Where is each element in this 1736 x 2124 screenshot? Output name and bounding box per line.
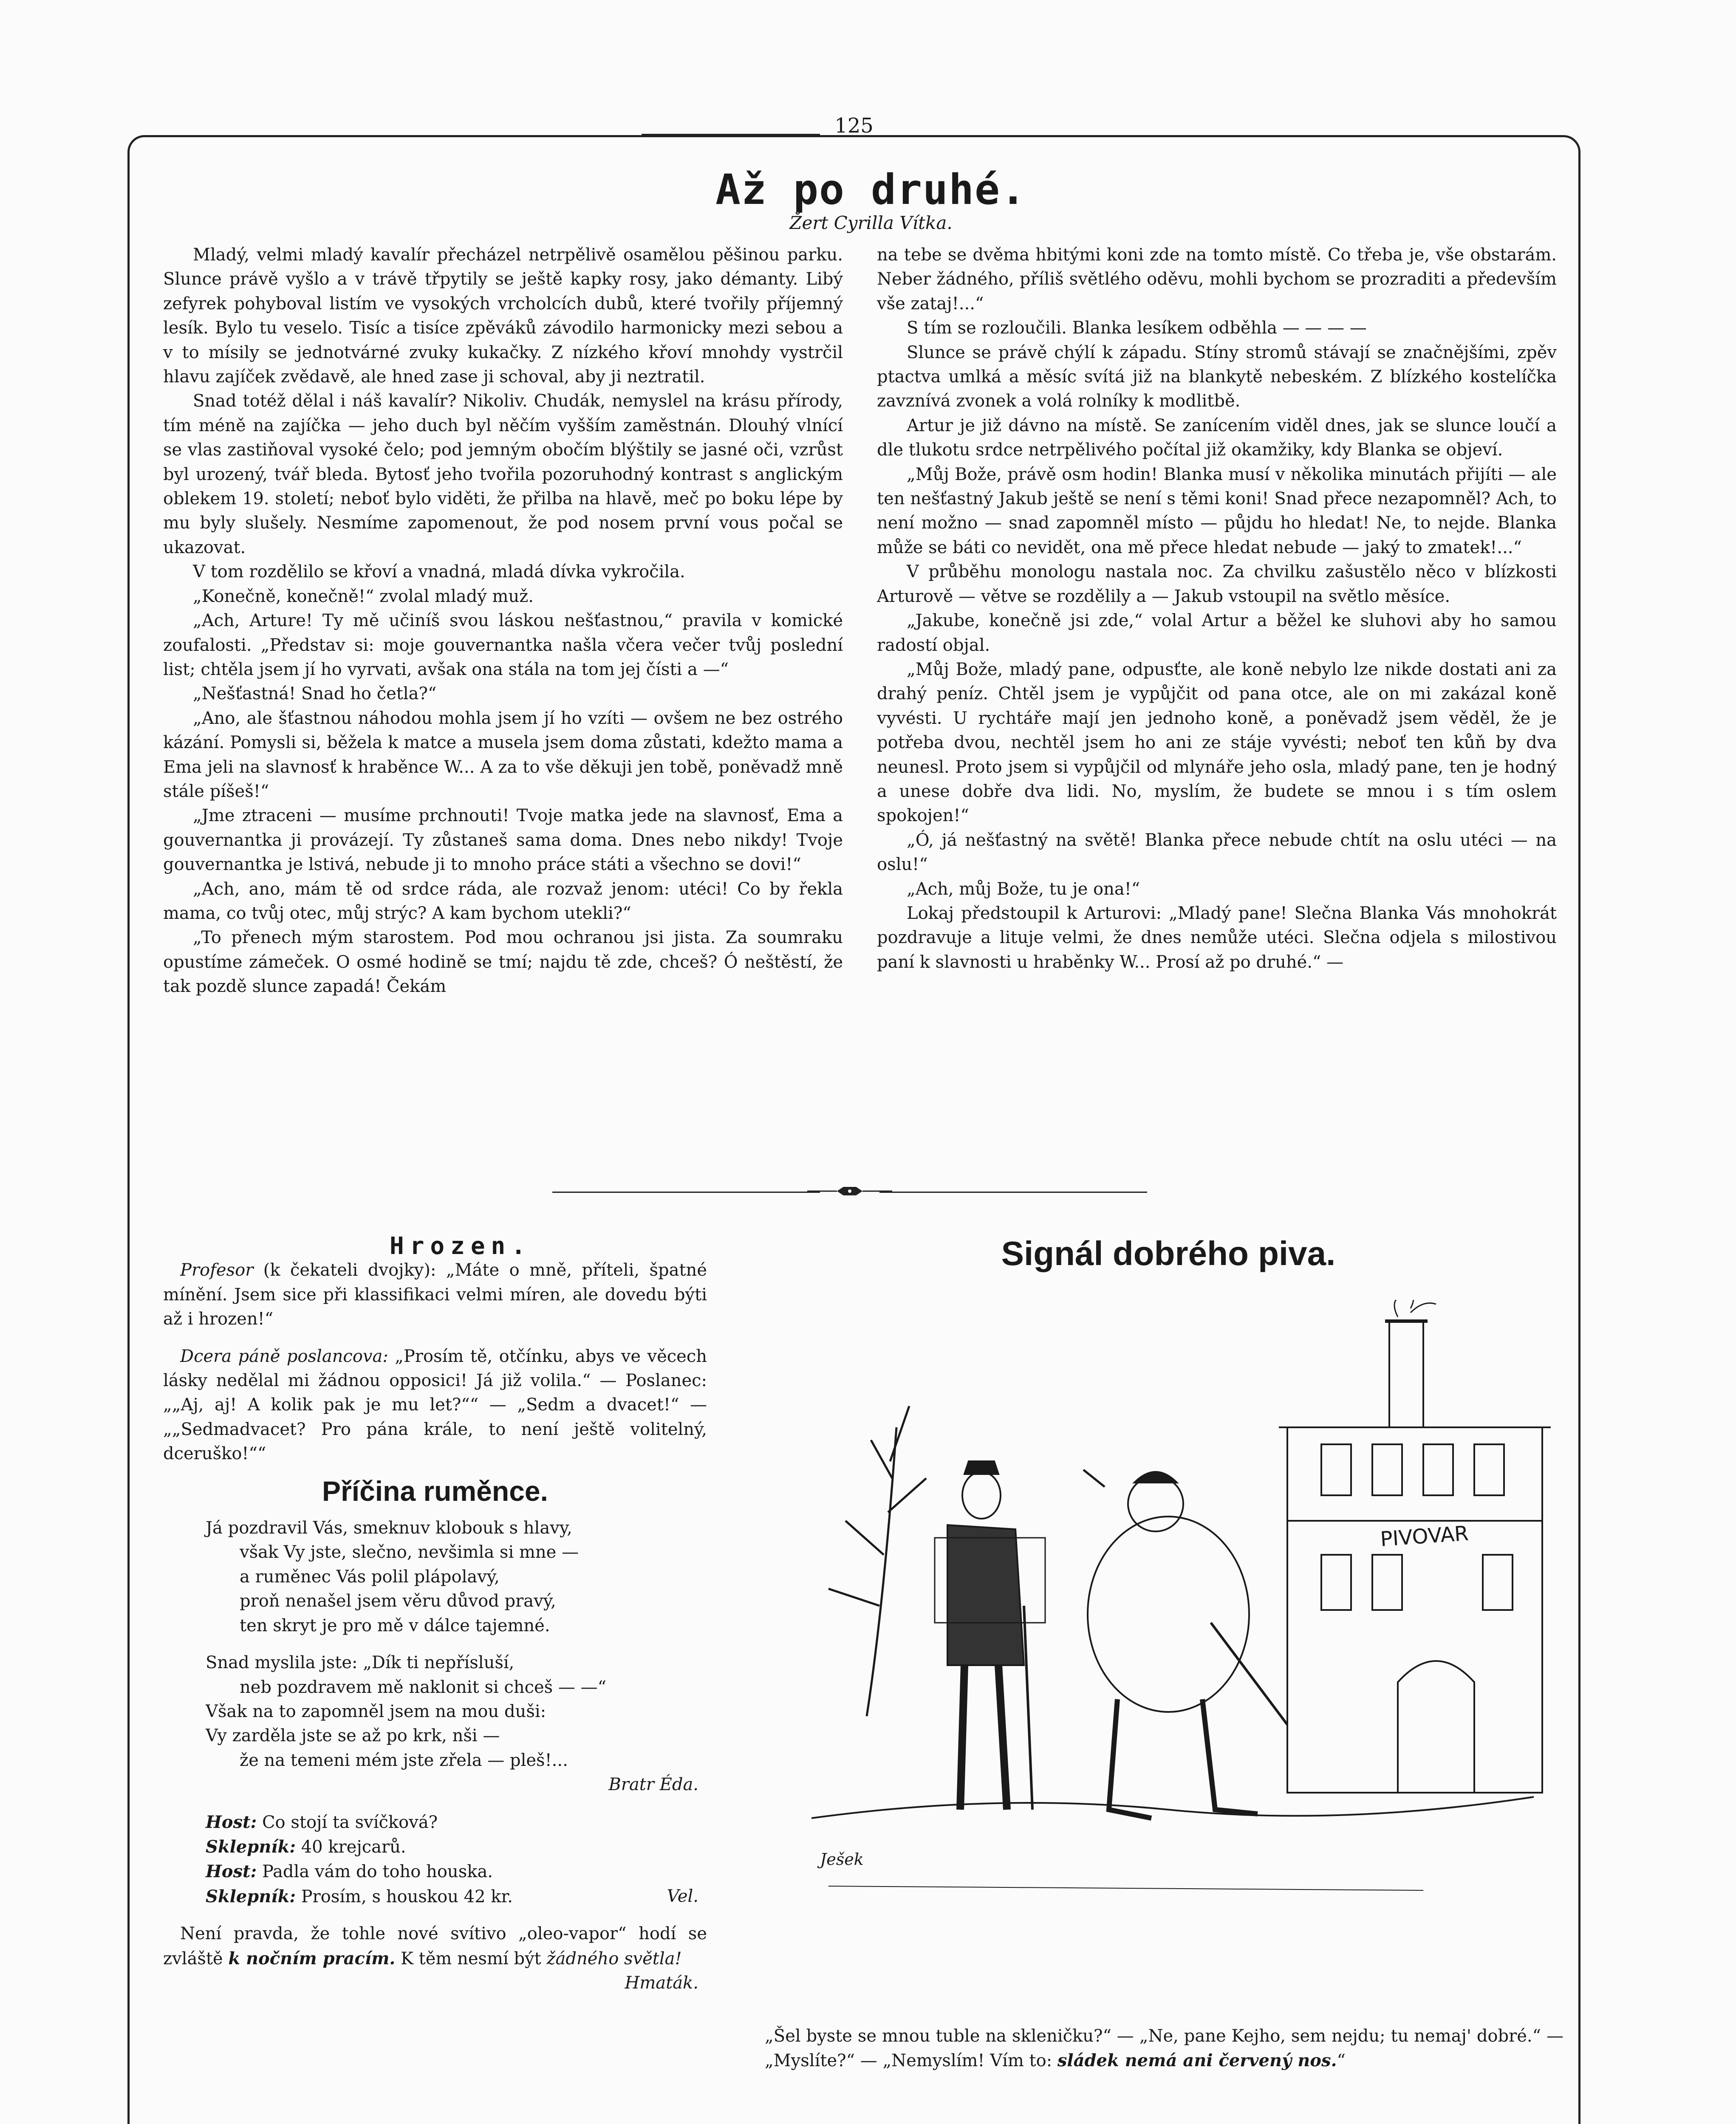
story-paragraph: V průběhu monologu nastala noc. Za chvilku zašustělo něco v blízkosti Arturově — větve se rozdělily a — Jakub vstoupil na světlo měsíce. xyxy=(877,562,1557,606)
signal-caption: „Šel byste se mnou tuble na skleničku?“ — „Ne, pane Kejho, sem nejdu; tu nemaj' dobré.“ — „Myslíte?“ — „Nemyslím! Vím to: sládek nemá ani červený nos.“ xyxy=(765,2026,1564,2071)
signal-title: Signál dobrého piva. xyxy=(1001,1234,1336,1272)
story-subtitle: Žert Cyrilla Vítka. xyxy=(789,212,953,233)
story-right-column xyxy=(877,243,1557,974)
oleo-author: Hmaták. xyxy=(625,1973,698,1993)
pricina-author: Bratr Éda. xyxy=(608,1775,698,1795)
story-paragraph: „Můj Bože, právě osm hodin! Blanka musí v několika minutách přijíti — ale ten nešťastný Jakub ještě se není s těmi koni! Snad přece nezapomněl? Ach, to není možno — snad zapomněl místo — půjdu ho hledat! Ne, to nejde. Blanka může se báti co nevidět, ona mě přece hledat nebude — jaký to zmatek!...“ xyxy=(877,464,1557,557)
brewery-illustration xyxy=(786,1300,1559,1997)
divider-line xyxy=(879,1192,1147,1193)
story-paragraph: „Jme ztraceni — musíme prchnouti! Tvoje matka jede na slavnosť, Ema a gouvernantka ji provázejí. Ty zůstaneš sama doma. Dnes nebo nikdy! Tvoje gouvernantka je lstivá, nebude ji to mnoho práce státi a všechno se dovi!“ xyxy=(163,806,843,875)
poem-line: ten skryt je pro mě v dálce tajemné. xyxy=(240,1616,550,1635)
dialog-line: Sklepník: Prosím, s houskou 42 kr. Vel. xyxy=(206,1884,707,1909)
story-paragraph: Lokaj předstoupil k Arturovi: „Mladý pane! Slečna Blanka Vás mnohokrát pozdravuje a lituje velmi, že dnes nemůže utéci. Slečna odjela s milostivou paní k slavnosti u hraběnky W... Prosí až po druhé.“ — xyxy=(877,903,1557,972)
story-paragraph: „Nešťastná! Snad ho četla?“ xyxy=(193,684,437,704)
story-paragraph: „Ach, můj Bože, tu je ona!“ xyxy=(907,879,1140,899)
divider-line xyxy=(552,1192,820,1193)
story-paragraph: „Jakube, konečně jsi zde,“ volal Artur a běžel ke sluhovi aby ho samou radostí objal. xyxy=(877,611,1557,655)
page-number: 125 xyxy=(834,114,874,138)
story-paragraph: na tebe se dvěma hbitými koni zde na tomto místě. Co třeba je, vše obstarám. Neber žádného, příliš světlého oděvu, mohli bychom se prozraditi a především vše zataj!...“ xyxy=(877,245,1557,314)
story-paragraph: V tom rozdělilo se křoví a vnadná, mladá dívka vykročila. xyxy=(193,562,685,582)
poem-line: Vy zarděla jste se až po krk, nši — xyxy=(206,1726,500,1746)
hrozen-paragraph-2 xyxy=(163,1344,707,1466)
poem-line: neb pozdravem mě naklonit si chceš — —“ xyxy=(240,1677,607,1697)
pivovar-sign: PIVOVAR xyxy=(1379,1521,1470,1551)
hrozen-speaker-1: Profesor xyxy=(180,1260,254,1280)
dialog-author: Vel. xyxy=(667,1886,698,1906)
poem-line: Já pozdravil Vás, smeknuv klobouk s hlavy, xyxy=(206,1518,572,1538)
artist-signature: Ješek xyxy=(820,1850,864,1869)
story-title: Až po druhé. xyxy=(715,166,1026,214)
story-left-column xyxy=(163,243,843,999)
dialog-line: Sklepník: 40 krejcarů. xyxy=(206,1836,406,1857)
hrozen-paragraph-1 xyxy=(163,1258,707,1331)
poem-line: a ruměnec Vás polil plápolavý, xyxy=(240,1567,500,1587)
hrozen-text-1: (k čekateli dvojky): „Máte o mně, příteli, špatné mínění. Jsem sice při klassifikaci velmi míren, ale dovedu býti až i hrozen!“ xyxy=(163,1260,707,1329)
poem-line: však Vy jste, slečno, nevšimla si mne — xyxy=(240,1542,579,1562)
hrozen-text-2: „Prosím tě, otčínku, abys ve věcech lásky nedělal mi žádnou opposici! Já již volila.“ — Poslanec: „„Aj, aj! A kolik pak je mu let?““ — „Sedm a dvacet!“ — „„Sedmadvacet? Pro pána krále, to není ještě volitelný, dceruško!““ xyxy=(163,1346,707,1464)
story-paragraph: Slunce se právě chýlí k západu. Stíny stromů stávají se značnějšími, zpěv ptactva umlká a měsíc svítá již na blankytě nebeském. Z blízkého kostelíčka zavznívá zvonek a volá rolníky k modlitbě. xyxy=(877,342,1557,411)
pricina-poem xyxy=(206,1516,707,1773)
lower-left-column xyxy=(163,1234,707,1995)
hrozen-speaker-2: Dcera páně poslancova: xyxy=(180,1346,388,1366)
story-paragraph: Artur je již dávno na místě. Se zanícením viděl dnes, jak se slunce loučí a dle tlukotu srdce netrpělivého počítal již okamžiky, kdy Blanka se objeví. xyxy=(877,415,1557,460)
story-paragraph: Snad totéž dělal i náš kavalír? Nikoliv. Chudák, nemyslel na krásu přírody, tím méně na zajíčka — jeho duch byl něčím vyšším zaměstnán. Dlouhý vlnící se vlas zastiňoval vysoké čelo; pod jemným obočím blýštily se jasné oči, vzrůst byl urozený, tvář bleda. Bytosť jeho tvořila pozoruhodný kontrast s anglickým oblekem 19. století; neboť bylo viděti, že přilba na hlavě, meč po boku lépe by mu byly slušely. Nesmíme zapomenout, že pod nosem první vous počal se ukazovat. xyxy=(163,391,843,557)
poem-line: proň nenašel jsem věru důvod pravý, xyxy=(240,1591,556,1611)
story-paragraph: „To přenech mým starostem. Pod mou ochranou jsi jista. Za soumraku opustíme zámeček. O osmé hodině se tmí; najdu tě zde, chceš? Ó neštěstí, že tak pozdě slunce zapadá! Čekám xyxy=(163,928,843,997)
story-paragraph: S tím se rozloučili. Blanka lesíkem odběhla — — — — xyxy=(907,318,1367,338)
pricina-title: Příčina ruměnce. xyxy=(322,1475,548,1507)
poem-line: že na temeni mém jste zřela — pleš!... xyxy=(240,1750,568,1770)
hrozen-title: Hrozen. xyxy=(389,1232,532,1260)
poem-line: Však na to zapomněl jsem na mou duši: xyxy=(206,1701,546,1721)
dialog-line: Host: Co stojí ta svíčková? xyxy=(206,1812,438,1832)
story-paragraph: „Ach, ano, mám tě od srdce ráda, ale rozvaž jenom: utéci! Co by řekla mama, co tvůj otec, můj strýc? A kam bychom utekli?“ xyxy=(163,879,843,923)
story-paragraph: „Můj Bože, mladý pane, odpusťte, ale koně nebylo lze nikde dostati ani za drahý peníz. Chtěl jsem je vypůjčit od pana otce, ale on mi zakázal koně vyvésti. U rychtáře mají jen jednoho koně, a poněvadž jsem věděl, že je potřeba dvou, nechtěl jsem ho ani ze stáje vyvésti; neboť ten kůň by dva neunesl. Proto jsem si vypůjčil od mlynáře jeho osla, mladý pane, ten je hodný a unese dobře dva lidi. No, myslím, že budete se mnou i s tím oslem spokojen!“ xyxy=(877,659,1557,826)
frame-top-rule xyxy=(642,134,820,135)
poem-line: Snad myslila jste: „Dík ti nepřísluší, xyxy=(206,1653,515,1673)
dialog-line: Host: Padla vám do toho houska. xyxy=(206,1861,493,1882)
caption-emphasis: sládek nemá ani červený nos. xyxy=(1057,2051,1337,2071)
story-paragraph: Mladý, velmi mladý kavalír přecházel netrpělivě osamělou pěšinou parku. Slunce právě vyšlo a v trávě třpytily se ještě kapky rosy, jako démanty. Libý zefyrek pohyboval listím ve vysokých vrcholcích dubů, které tvořily příjemný lesík. Bylo tu veselo. Tisíc a tisíce zpěváků závodilo harmonicky mezi sebou a v to mísily se jednotvárné zvuky kukačky. Z nízkého křoví mnohdy vystrčil hlavu zajíček zvědavě, ale hned zase ji schoval, aby ji neztratil. xyxy=(163,245,843,387)
divider-ornament-icon xyxy=(803,1185,896,1198)
oleo-paragraph: Není pravda, že tohle nové svítivo „oleo-vapor“ hodí se zvláště k nočním pracím. K těm nesmí být žádného světla! Hmaták. xyxy=(163,1922,707,1971)
section-divider xyxy=(552,1191,1147,1193)
story-paragraph: „Ó, já nešťastný na světě! Blanka přece nebude chtít na oslu utéci — na oslu!“ xyxy=(877,830,1557,875)
story-paragraph: „Konečně, konečně!“ zvolal mladý muž. xyxy=(193,586,534,606)
dialog-block xyxy=(206,1810,707,1909)
story-paragraph: „Ach, Arture! Ty mě učiníš svou láskou nešťastnou,“ pravila v komické zoufalosti. „Představ si: moje gouvernantka našla včera večer tvůj poslední list; chtěla jsem jí ho vyrvati, avšak ona stála na tom jej čísti a —“ xyxy=(163,611,843,679)
story-paragraph: „Ano, ale šťastnou náhodou mohla jsem jí ho vzíti — ovšem ne bez ostrého kázání. Pomysli si, běžela k matce a musela jsem doma zůstati, kdežto mama a Ema jeli na slavnosť k hraběnce W... A za to vše děkuji jen tobě, poněvadž mně stále píšeš!“ xyxy=(163,708,843,801)
